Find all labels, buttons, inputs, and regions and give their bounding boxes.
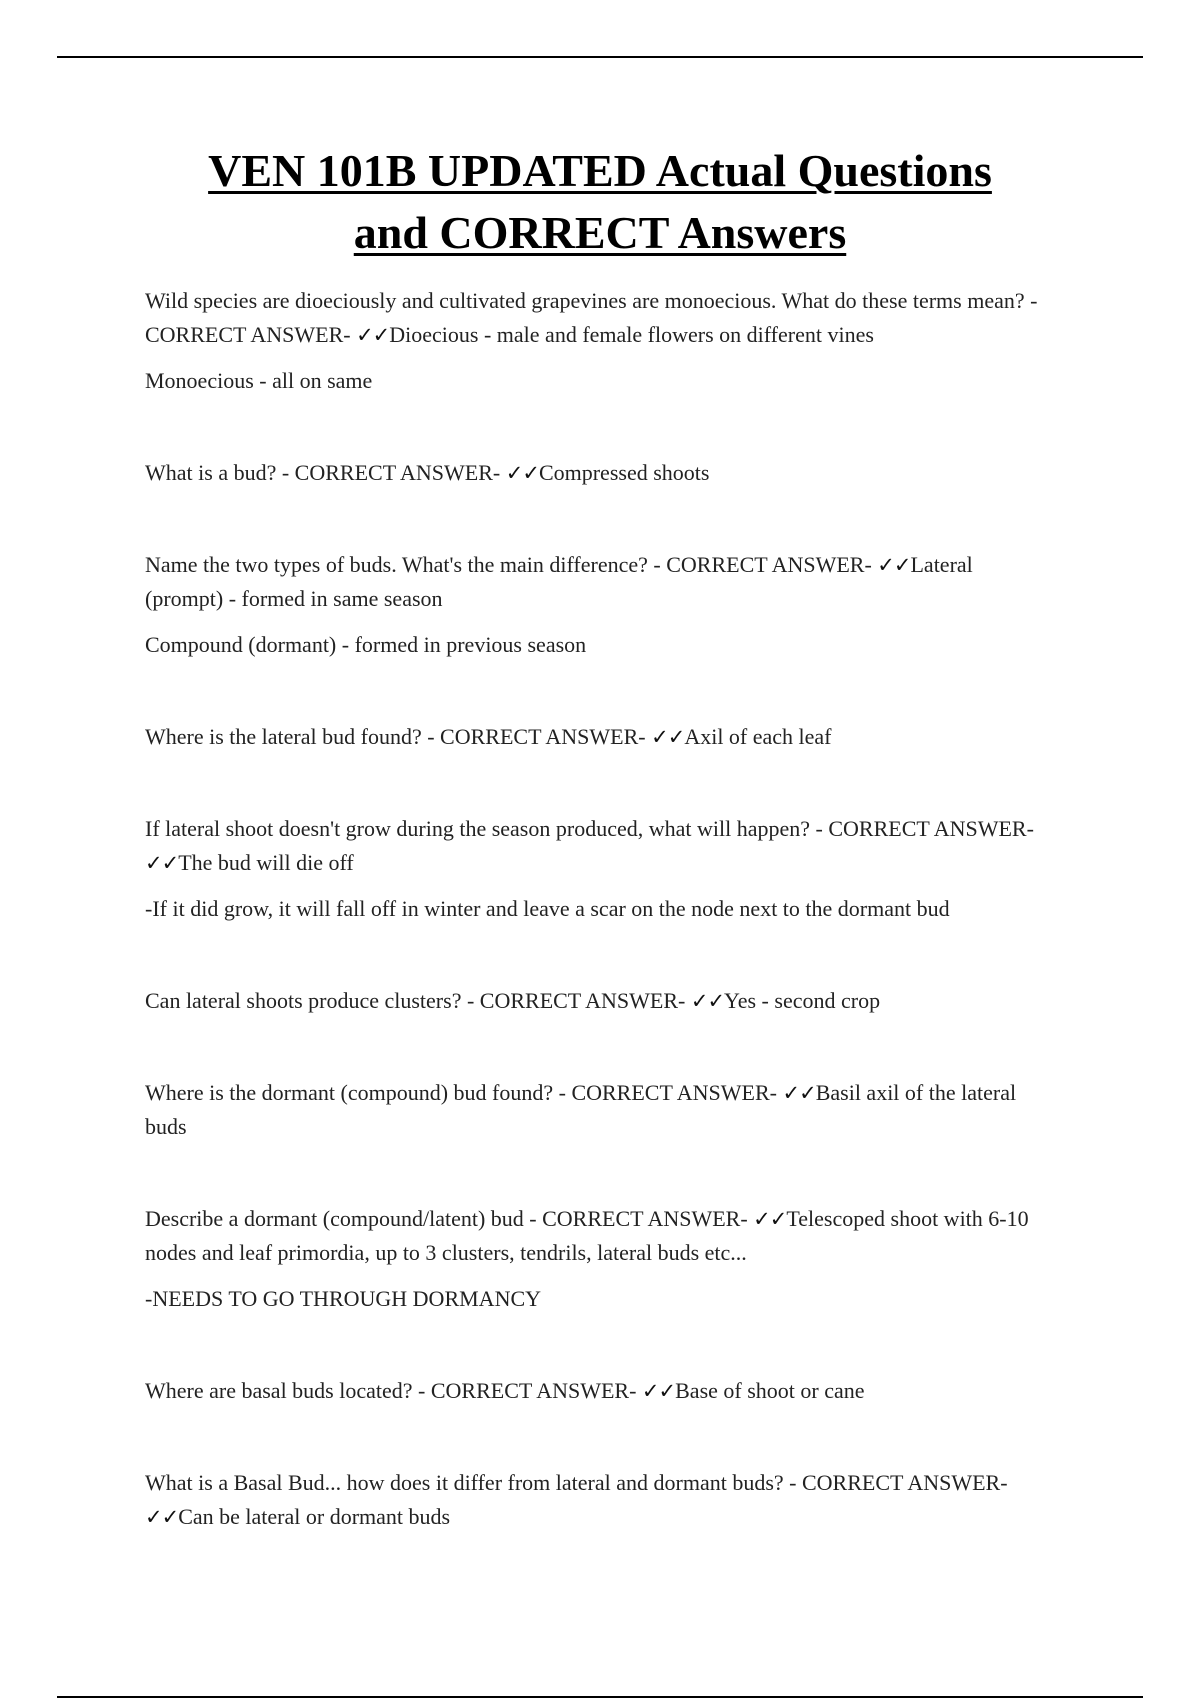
- question-text: Name the two types of buds. What's the main difference? -: [145, 552, 661, 577]
- qa-item-10: [145, 1466, 1055, 1534]
- qa-main: [145, 456, 1055, 490]
- question-text: Where are basal buds located? -: [145, 1378, 426, 1403]
- qa-item-6: [145, 984, 1055, 1018]
- answer-text: Yes - second crop: [724, 988, 881, 1013]
- double-check-icon: ✓✓: [356, 323, 390, 347]
- answer-text: Axil of each leaf: [684, 724, 832, 749]
- answer-marker: CORRECT ANSWER-: [440, 724, 646, 749]
- document-body: [145, 140, 1055, 1592]
- qa-item-3: [145, 548, 1055, 662]
- bottom-rule: [57, 1696, 1143, 1698]
- qa-main: [145, 984, 1055, 1018]
- qa-main: [145, 1202, 1055, 1270]
- document-title: [145, 140, 1055, 264]
- qa-item-5: [145, 812, 1055, 926]
- top-rule: [57, 56, 1143, 58]
- qa-item-4: [145, 720, 1055, 754]
- qa-main: [145, 548, 1055, 616]
- qa-item-8: [145, 1202, 1055, 1316]
- qa-item-2: [145, 456, 1055, 490]
- double-check-icon: ✓✓: [505, 461, 539, 485]
- question-text: Describe a dormant (compound/latent) bud -: [145, 1206, 537, 1231]
- answer-marker: CORRECT ANSWER-: [801, 1470, 1008, 1495]
- answer-marker: CORRECT ANSWER-: [542, 1206, 748, 1231]
- qa-main: [145, 1076, 1055, 1144]
- question-text: What is a Basal Bud... how does it differ from lateral and dormant buds? -: [145, 1470, 797, 1495]
- answer-text: Telescoped shoot with 6-10 nodes and leaf primordia, up to 3 clusters, tendrils, lateral buds etc...: [145, 1206, 1029, 1265]
- title-line-1: VEN 101B UPDATED Actual Questions: [208, 145, 992, 196]
- double-check-icon: ✓✓: [753, 1207, 787, 1231]
- answer-text: Basil axil of the lateral buds: [145, 1080, 1017, 1139]
- double-check-icon: ✓✓: [782, 1081, 816, 1105]
- qa-main: [145, 1374, 1055, 1408]
- double-check-icon: ✓✓: [145, 1505, 179, 1529]
- answer-text: The bud will die off: [178, 850, 354, 875]
- question-text: Where is the lateral bud found? -: [145, 724, 435, 749]
- answer-text: Can be lateral or dormant buds: [178, 1504, 451, 1529]
- answer-text: Lateral (prompt) - formed in same season: [145, 552, 973, 611]
- answer-extra: -NEEDS TO GO THROUGH DORMANCY: [145, 1286, 542, 1311]
- qa-main: [145, 284, 1055, 352]
- answer-marker: CORRECT ANSWER-: [571, 1080, 777, 1105]
- question-text: What is a bud? -: [145, 460, 290, 485]
- answer-marker: CORRECT ANSWER-: [828, 816, 1034, 841]
- qa-main: [145, 720, 1055, 754]
- answer-extra: Compound (dormant) - formed in previous season: [145, 632, 587, 657]
- answer-text: Dioecious - male and female flowers on different vines: [389, 322, 874, 347]
- answer-marker: CORRECT ANSWER-: [145, 322, 351, 347]
- qa-main: [145, 812, 1055, 880]
- answer-marker: CORRECT ANSWER-: [294, 460, 501, 485]
- answer-marker: CORRECT ANSWER-: [666, 552, 872, 577]
- answer-extra: Monoecious - all on same: [145, 368, 373, 393]
- question-text: Can lateral shoots produce clusters? -: [145, 988, 475, 1013]
- answer-text: Base of shoot or cane: [675, 1378, 865, 1403]
- question-text: Where is the dormant (compound) bud found? -: [145, 1080, 566, 1105]
- answer-marker: CORRECT ANSWER-: [479, 988, 686, 1013]
- double-check-icon: ✓✓: [877, 553, 911, 577]
- double-check-icon: ✓✓: [651, 725, 685, 749]
- double-check-icon: ✓✓: [690, 989, 725, 1013]
- title-line-2: and CORRECT Answers: [353, 207, 847, 258]
- double-check-icon: ✓✓: [641, 1379, 676, 1403]
- question-text: Wild species are dioeciously and cultivated grapevines are monoecious. What do these terms mean? -: [145, 288, 1038, 313]
- question-text: If lateral shoot doesn't grow during the season produced, what will happen? -: [145, 816, 823, 841]
- qa-item-1: [145, 284, 1055, 398]
- double-check-icon: ✓✓: [145, 851, 179, 875]
- qa-main: [145, 1466, 1055, 1534]
- qa-item-9: [145, 1374, 1055, 1408]
- qa-item-7: [145, 1076, 1055, 1144]
- answer-text: Compressed shoots: [538, 460, 710, 485]
- answer-extra: -If it did grow, it will fall off in winter and leave a scar on the node next to the dormant bud: [145, 896, 950, 921]
- answer-marker: CORRECT ANSWER-: [430, 1378, 637, 1403]
